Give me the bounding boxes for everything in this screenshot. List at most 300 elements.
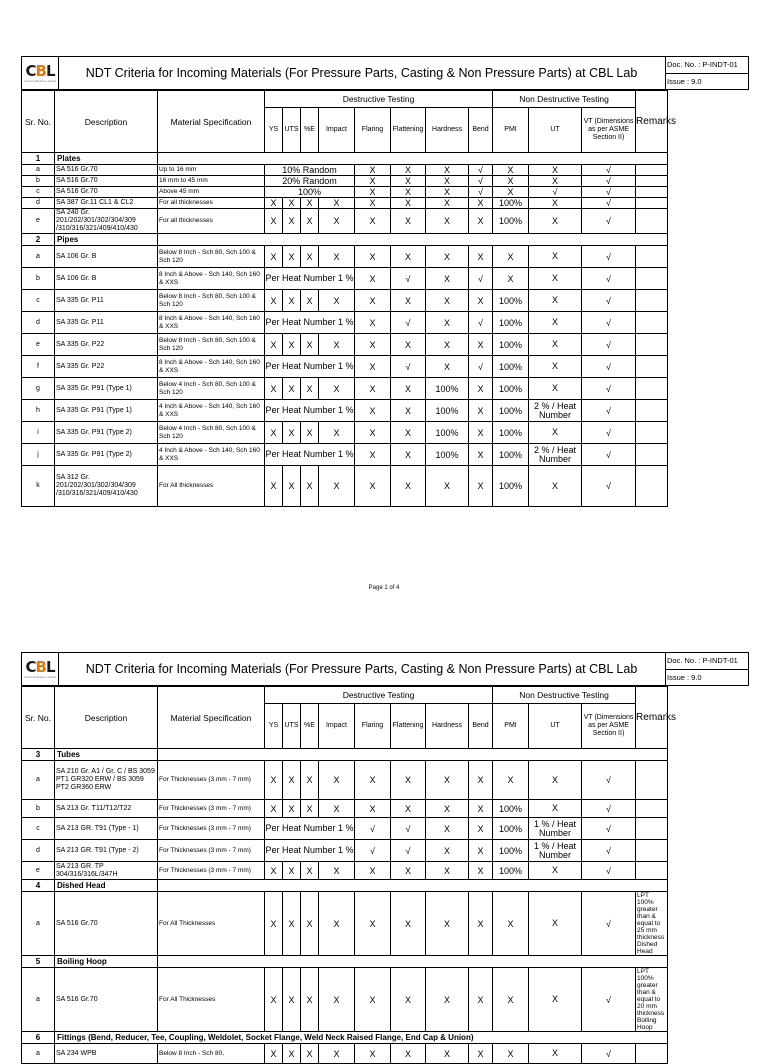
row-hardness: X [426,198,469,209]
row-flattening: X [391,246,426,268]
row-impact: X [319,761,355,800]
row-bend: X [469,209,493,234]
row-material-spec: Below 8 Inch - Sch 80, Sch 100 & Sch 120 [158,334,265,356]
row-flattening: X [391,761,426,800]
row-material-spec: 4 Inch & Above - Sch 140, Sch 160 & XXS [158,400,265,422]
section-number: 4 [22,880,55,892]
row-hardness: 100% [426,378,469,400]
row-pmi: 100% [493,800,529,818]
row-flaring: X [355,187,391,198]
row-material-spec: For all thicknesses [158,198,265,209]
row-ut: X [529,246,582,268]
section-header [22,880,668,892]
row-id: c [22,187,55,198]
table-row [22,892,668,956]
col-pct-e: %E [301,704,319,749]
row-flaring: √ [355,818,391,840]
row-ut: X [529,800,582,818]
col-remarks: Remarks [636,91,668,153]
row-vt: √ [582,378,636,400]
row-ut: X [529,378,582,400]
document-header [21,56,749,90]
row-flaring: X [355,444,391,466]
row-impact: X [319,800,355,818]
row-ut: X [529,165,582,176]
row-description: SA 335 Gr. P11 [55,312,158,334]
row-flaring: X [355,312,391,334]
row-pmi: 100% [493,209,529,234]
row-destructive-sample: 100% [265,187,355,198]
row-pct-e: X [301,862,319,880]
row-remarks [636,818,668,840]
col-non-destructive-testing: Non Destructive Testing [493,687,636,704]
row-pct-e: X [301,209,319,234]
section-title: Boiling Hoop [55,956,158,968]
row-pct-e: X [301,290,319,312]
row-id: g [22,378,55,400]
row-uts: X [283,800,301,818]
section-header [22,153,668,165]
row-material-spec: Above 45 mm [158,187,265,198]
row-material-spec: 8 Inch & Above - Sch 140, Sch 160 & XXS [158,356,265,378]
table-row [22,268,668,290]
row-vt: √ [582,444,636,466]
row-bend: X [469,968,493,1032]
doc-number: Doc. No. : P-INDT-01 [665,653,748,670]
row-material-spec: For All Thicknesses [158,892,265,956]
row-description: SA 335 Gr. P22 [55,356,158,378]
row-uts: X [283,246,301,268]
section-header [22,749,668,761]
row-pmi: X [493,176,529,187]
section-number: 6 [22,1032,55,1044]
row-flaring: X [355,1044,391,1064]
row-description: SA 213 GR. T91 (Type - 1) [55,818,158,840]
row-flattening: X [391,334,426,356]
row-remarks [636,840,668,862]
row-flattening: X [391,400,426,422]
table-row [22,378,668,400]
row-hardness: X [426,466,469,507]
row-pmi: 100% [493,422,529,444]
row-description: SA 387 Gr.11 CL1 & CL2 [55,198,158,209]
row-impact: X [319,198,355,209]
page-2 [21,652,749,1064]
row-description: SA 106 Gr. B [55,268,158,290]
row-flattening: X [391,176,426,187]
row-remarks [636,761,668,800]
row-uts: X [283,466,301,507]
table-row [22,800,668,818]
table-row [22,466,668,507]
row-flaring: √ [355,840,391,862]
col-material-spec: Material Specification [158,91,265,153]
row-hardness: X [426,356,469,378]
row-id: d [22,198,55,209]
row-remarks: LPT 100% greater than & equal to 25 mm thickness Dished Head [636,892,668,956]
row-ut: X [529,312,582,334]
col-material-spec: Material Specification [158,687,265,749]
row-id: k [22,466,55,507]
row-bend: X [469,400,493,422]
row-pct-e: X [301,198,319,209]
row-remarks [636,444,668,466]
row-hardness: 100% [426,400,469,422]
row-ut: √ [529,187,582,198]
row-bend: √ [469,356,493,378]
row-impact: X [319,422,355,444]
row-vt: √ [582,312,636,334]
row-pmi: X [493,268,529,290]
row-bend: X [469,378,493,400]
col-pmi: PMI [493,108,529,153]
row-impact: X [319,378,355,400]
row-pmi: X [493,187,529,198]
row-material-spec: Below 8 Inch - Sch 80, [158,1044,265,1064]
row-pmi: 100% [493,356,529,378]
row-vt: √ [582,968,636,1032]
row-remarks [636,356,668,378]
row-id: a [22,165,55,176]
row-flaring: X [355,246,391,268]
row-flaring: X [355,165,391,176]
row-pct-e: X [301,800,319,818]
row-hardness: X [426,818,469,840]
row-remarks [636,187,668,198]
row-flattening: X [391,862,426,880]
ndt-criteria-table [21,90,677,507]
row-remarks [636,422,668,444]
row-remarks [636,378,668,400]
row-remarks [636,176,668,187]
col-pmi: PMI [493,704,529,749]
row-description: SA 240 Gr. 201/202/301/302/304/309 /310/316/321/409/410/430 [55,209,158,234]
row-ys: X [265,892,283,956]
row-remarks [636,1044,668,1064]
row-id: a [22,892,55,956]
page-1 [21,56,749,507]
row-material-spec: For Thicknesses (3 mm - 7 mm) [158,840,265,862]
row-ys: X [265,209,283,234]
logo-subtitle: Cheema Boilers Limited [24,674,56,679]
row-bend: X [469,422,493,444]
ndt-criteria-table-continued [21,686,677,1064]
row-id: d [22,840,55,862]
row-pmi: 100% [493,466,529,507]
row-ut: X [529,466,582,507]
row-pct-e: X [301,334,319,356]
row-impact: X [319,968,355,1032]
row-vt: √ [582,268,636,290]
row-bend: X [469,246,493,268]
row-uts: X [283,290,301,312]
row-ys: X [265,290,283,312]
row-uts: X [283,334,301,356]
col-vt: VT (Dimensions as per ASME Section II) [582,704,636,749]
col-destructive-testing: Destructive Testing [265,687,493,704]
row-ut: X [529,356,582,378]
row-flaring: X [355,761,391,800]
row-description: SA 335 Gr. P22 [55,334,158,356]
col-flaring: Flaring [355,108,391,153]
table-row [22,818,668,840]
row-remarks [636,209,668,234]
row-id: a [22,968,55,1032]
row-uts: X [283,1044,301,1064]
row-hardness: X [426,862,469,880]
col-ut: UT [529,704,582,749]
row-description: SA 516 Gr.70 [55,176,158,187]
row-ut: X [529,761,582,800]
row-vt: √ [582,840,636,862]
row-remarks [636,165,668,176]
row-pmi: X [493,761,529,800]
row-destructive-sample: Per Heat Number 1 % [265,840,355,862]
row-remarks [636,268,668,290]
row-vt: √ [582,334,636,356]
row-ut: X [529,268,582,290]
table-row [22,209,668,234]
row-material-spec: For Thicknesses (3 mm - 7 mm) [158,862,265,880]
row-vt: √ [582,165,636,176]
row-flattening: √ [391,840,426,862]
row-hardness: X [426,290,469,312]
row-vt: √ [582,761,636,800]
col-pct-e: %E [301,108,319,153]
row-flaring: X [355,892,391,956]
row-vt: √ [582,466,636,507]
row-flattening: X [391,466,426,507]
row-remarks [636,862,668,880]
section-number: 3 [22,749,55,761]
row-flaring: X [355,356,391,378]
row-ys: X [265,800,283,818]
row-id: a [22,761,55,800]
page-footer: Page 1 of 4 [368,585,400,591]
row-impact: X [319,290,355,312]
row-uts: X [283,968,301,1032]
row-bend: X [469,818,493,840]
row-ys: X [265,198,283,209]
row-material-spec: Up to 16 mm [158,165,265,176]
row-ut: 2 % / Heat Number [529,400,582,422]
row-vt: √ [582,356,636,378]
col-description: Description [55,91,158,153]
section-number: 1 [22,153,55,165]
row-flaring: X [355,400,391,422]
row-vt: √ [582,892,636,956]
row-ut: X [529,1044,582,1064]
row-ut: X [529,176,582,187]
section-header [22,1032,668,1044]
col-vt: VT (Dimensions as per ASME Section II) [582,108,636,153]
company-logo: CBL Cheema Boilers Limited [22,653,59,685]
row-hardness: X [426,761,469,800]
section-title: Pipes [55,234,158,246]
row-pct-e: X [301,761,319,800]
row-bend: X [469,334,493,356]
row-id: b [22,268,55,290]
row-id: b [22,800,55,818]
row-flaring: X [355,466,391,507]
logo-subtitle: Cheema Boilers Limited [24,78,56,83]
row-uts: X [283,422,301,444]
row-description: SA 213 GR. TP 304/316/316L/347H [55,862,158,880]
row-destructive-sample: Per Heat Number 1 % [265,400,355,422]
row-flaring: X [355,862,391,880]
col-impact: Impact [319,108,355,153]
row-impact: X [319,334,355,356]
table-row [22,334,668,356]
row-bend: X [469,198,493,209]
row-hardness: 100% [426,444,469,466]
doc-info [665,57,748,89]
section-title: Dished Head [55,880,158,892]
row-bend: X [469,290,493,312]
row-impact: X [319,466,355,507]
row-flattening: X [391,422,426,444]
row-vt: √ [582,818,636,840]
row-material-spec: For Thicknesses (3 mm - 7 mm) [158,761,265,800]
row-id: d [22,312,55,334]
row-uts: X [283,862,301,880]
table-row [22,290,668,312]
row-remarks [636,400,668,422]
row-bend: √ [469,187,493,198]
row-description: SA 335 Gr. P11 [55,290,158,312]
row-bend: X [469,466,493,507]
row-flattening: X [391,198,426,209]
table-row [22,400,668,422]
table-row [22,862,668,880]
row-bend: √ [469,268,493,290]
row-flattening: X [391,1044,426,1064]
row-id: h [22,400,55,422]
row-ut: X [529,862,582,880]
row-flaring: X [355,800,391,818]
row-id: f [22,356,55,378]
table-row [22,422,668,444]
row-remarks [636,198,668,209]
row-ut: X [529,968,582,1032]
row-material-spec: For Thicknesses (3 mm - 7 mm) [158,800,265,818]
col-hardness: Hardness [426,704,469,749]
row-hardness: X [426,268,469,290]
row-ys: X [265,334,283,356]
row-flattening: X [391,290,426,312]
table-row [22,187,668,198]
col-uts: UTS [283,704,301,749]
table-row [22,312,668,334]
table-row [22,840,668,862]
row-description: SA 312 Gr. 201/202/301/302/304/309 /310/316/321/409/410/430 [55,466,158,507]
row-ys: X [265,378,283,400]
row-description: SA 335 Gr. P91 (Type 1) [55,378,158,400]
col-remarks: Remarks [636,687,668,749]
row-hardness: X [426,165,469,176]
section-header [22,234,668,246]
row-flattening: X [391,800,426,818]
row-hardness: X [426,800,469,818]
row-material-spec: For Thicknesses (3 mm - 7 mm) [158,818,265,840]
section-title: Tubes [55,749,158,761]
row-vt: √ [582,1044,636,1064]
row-remarks [636,312,668,334]
issue-number: Issue : 9.0 [667,77,702,86]
row-bend: X [469,1044,493,1064]
row-description: SA 516 Gr.70 [55,165,158,176]
row-id: b [22,176,55,187]
row-destructive-sample: Per Heat Number 1 % [265,356,355,378]
row-hardness: X [426,840,469,862]
row-material-spec: Below 8 Inch - Sch 80, Sch 100 & Sch 120 [158,290,265,312]
row-flattening: √ [391,268,426,290]
row-pmi: 100% [493,444,529,466]
row-id: c [22,290,55,312]
row-description: SA 335 Gr. P91 (Type 1) [55,400,158,422]
row-id: a [22,246,55,268]
row-pmi: 100% [493,312,529,334]
row-impact: X [319,246,355,268]
row-flaring: X [355,268,391,290]
row-vt: √ [582,400,636,422]
row-bend: X [469,862,493,880]
row-hardness: X [426,246,469,268]
row-pmi: 100% [493,862,529,880]
row-ys: X [265,246,283,268]
row-ys: X [265,862,283,880]
row-vt: √ [582,422,636,444]
col-uts: UTS [283,108,301,153]
row-hardness: X [426,187,469,198]
row-flattening: X [391,165,426,176]
row-flaring: X [355,378,391,400]
row-remarks [636,466,668,507]
row-pmi: X [493,1044,529,1064]
row-pct-e: X [301,466,319,507]
row-ut: X [529,209,582,234]
row-ut: X [529,290,582,312]
row-destructive-sample: Per Heat Number 1 % [265,818,355,840]
document-title: NDT Criteria for Incoming Materials (For Pressure Parts, Casting & Non Pressure Parts) at CBL Lab [58,653,666,685]
document-title: NDT Criteria for Incoming Materials (For Pressure Parts, Casting & Non Pressure Parts) at CBL Lab [58,57,666,89]
row-vt: √ [582,176,636,187]
row-remarks [636,334,668,356]
row-bend: √ [469,165,493,176]
row-vt: √ [582,246,636,268]
col-flaring: Flaring [355,704,391,749]
row-pmi: 100% [493,334,529,356]
row-vt: √ [582,290,636,312]
table-row [22,176,668,187]
col-bend: Bend [469,704,493,749]
row-vt: √ [582,209,636,234]
row-description: SA 234 WPB [55,1044,158,1064]
row-destructive-sample: 10% Random [265,165,355,176]
row-description: SA 516 Gr.70 [55,892,158,956]
row-material-spec: Below 4 Inch - Sch 80, Sch 100 & Sch 120 [158,422,265,444]
row-impact: X [319,862,355,880]
row-description: SA 335 Gr. P91 (Type 2) [55,422,158,444]
row-vt: √ [582,862,636,880]
row-vt: √ [582,800,636,818]
row-pmi: 100% [493,840,529,862]
section-title: Fittings (Bend, Reducer, Tee, Coupling, Weldolet, Socket Flange, Weld Neck Raised Flange, End Cap & Union) [55,1032,668,1044]
col-ys: YS [265,108,283,153]
row-id: e [22,862,55,880]
row-pmi: 100% [493,290,529,312]
row-flaring: X [355,176,391,187]
